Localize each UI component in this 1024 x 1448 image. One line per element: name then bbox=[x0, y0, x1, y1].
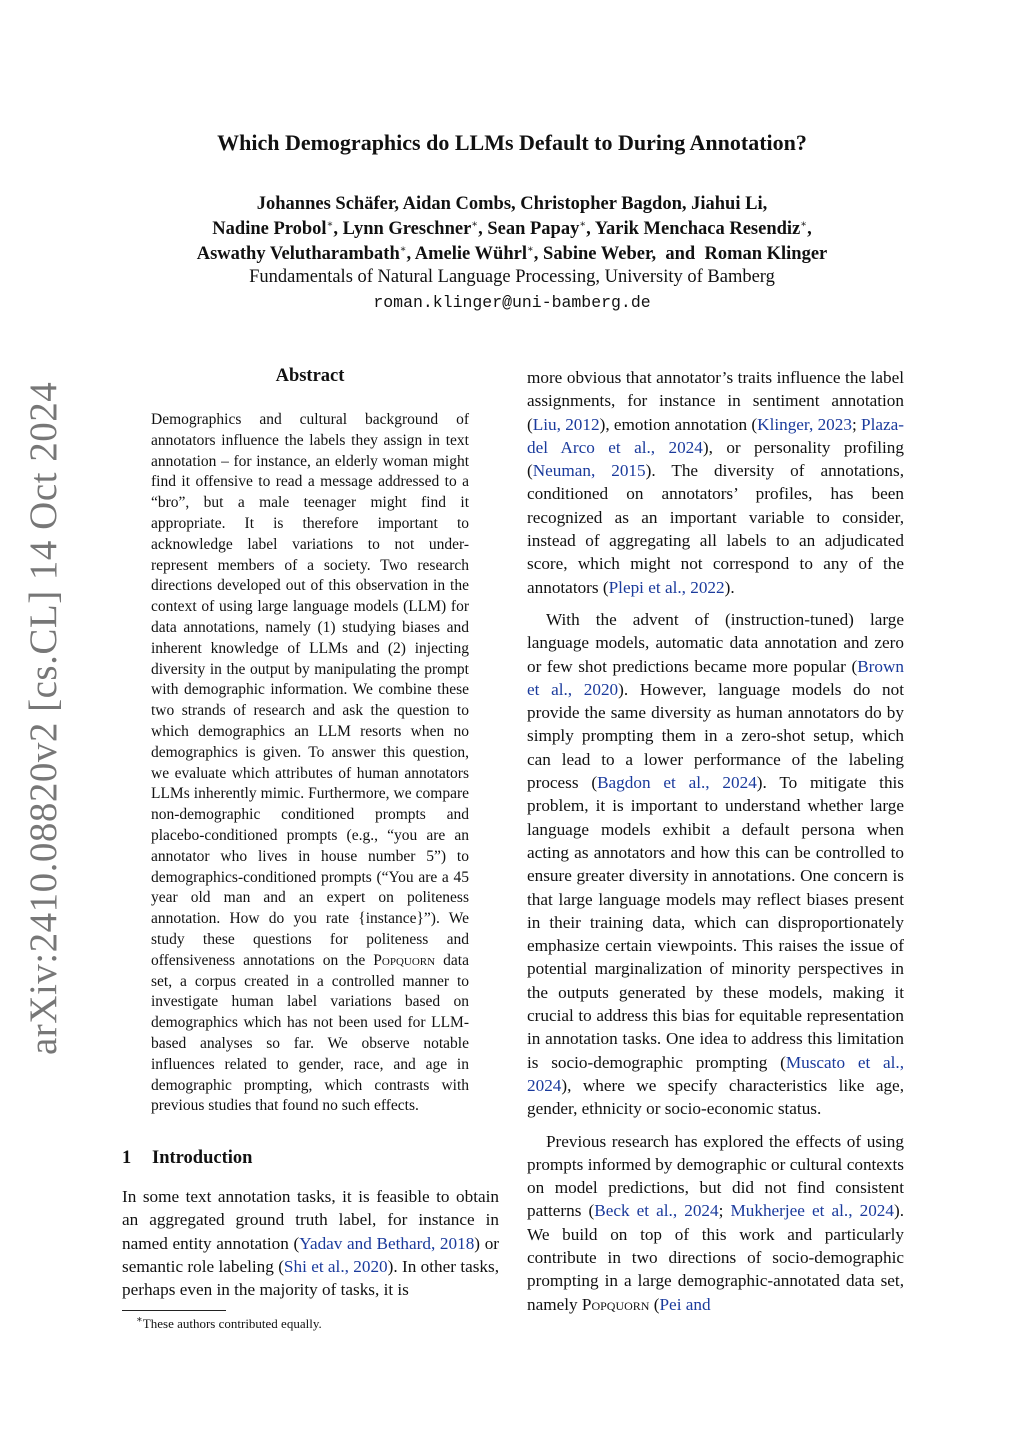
body-text: In some text annotation tasks, it is feasible to obtain an aggregated ground truth label, for instance in named entity annotation ( bbox=[122, 1187, 499, 1253]
footnote-text: These authors contributed equally. bbox=[142, 1316, 322, 1331]
author: Roman Klinger bbox=[704, 244, 828, 264]
abstract-body bbox=[151, 410, 469, 1117]
author: Sabine Weber bbox=[543, 244, 652, 264]
equal-contribution-mark: ∗ bbox=[471, 218, 479, 230]
author-conjunction: and bbox=[665, 244, 696, 264]
equal-contribution-mark: ∗ bbox=[526, 243, 534, 255]
citation-link[interactable]: Bagdon et al., 2024 bbox=[597, 773, 757, 793]
abstract-heading: Abstract bbox=[275, 366, 345, 386]
author: Johannes Schäfer bbox=[256, 194, 395, 214]
footnote-rule bbox=[122, 1310, 226, 1311]
body-text: more obvious that annotator’s traits influence the label assignments, for instance in sentiment annotation ( bbox=[527, 368, 904, 434]
citation-link[interactable]: Neuman, 2015 bbox=[532, 461, 646, 481]
abstract-text: Demographics and cultural background of annotators influence the labels they assign in text annotation – for instance, an elderly woman might find it offensive to read a message addressed to a “bro”, but a male teenager might find it appropriate. It is therefore important to acknowledge label variations to not under-represent members of a society. Two research directions developed out of this observation in the context of using large language models (LLM) for data annotations, namely (1) studying biases and inherent knowledge of LLMs and (2) injecting diversity in the output by manipulating the prompt with demographic information. We combine these two strands of research and ask the question to which demographics an LLM resorts when no demographics is given. To answer this question, we evaluate which attributes of human annotators LLMs inherently mimic. Furthermore, we compare non-demographic conditioned prompts and placebo-conditioned prompts (e.g., “you are an annotator who lives in house number 5”) to demographics-conditioned prompts (“You are a 45 year old man and an expert on politeness annotation. How do you rate {instance}”). We study these questions for politeness and offensiveness annotations on the bbox=[151, 411, 469, 969]
citation-link[interactable]: Beck et al., 2024 bbox=[594, 1201, 719, 1221]
paragraph bbox=[527, 608, 904, 1121]
dataset-name: Popquorn bbox=[373, 951, 436, 969]
footnote-mark: ∗ bbox=[136, 1314, 143, 1326]
citation-link[interactable]: Shi et al., 2020 bbox=[283, 1256, 388, 1276]
body-text: ), or personality profiling ( bbox=[527, 437, 904, 481]
author: Nadine Probol bbox=[212, 219, 327, 239]
section-title: Introduction bbox=[152, 1148, 253, 1168]
author: Aidan Combs bbox=[402, 194, 512, 214]
body-text: ), where we specify characteristics like age, gender, ethnicity or socio-economic status. bbox=[527, 1075, 904, 1119]
body-text: ). We build on top of this work and particularly contribute in two directions of socio-demographic prompting in a large demographic-annotated data set, namely bbox=[527, 1201, 905, 1314]
affiliation: Fundamentals of Natural Language Processing, University of Bamberg bbox=[249, 267, 775, 287]
dataset-name: Popquorn bbox=[581, 1294, 650, 1314]
section-number: 1 bbox=[122, 1148, 132, 1168]
author: Yarik Menchaca Resendiz bbox=[594, 219, 801, 239]
author: Jiahui Li bbox=[691, 194, 763, 214]
citation-link[interactable]: Plaza-del Arco et al., 2024 bbox=[527, 414, 904, 457]
body-text: ). To mitigate this problem, it is important to understand whether large language models exhibit a default persona when acting as annotators and how this can be controlled to ensure greater diversity in annotations. One concern is that large language models may reflect biases present in their training data, which can disproportionately emphasize certain viewpoints. This raises the issue of potential marginalization of minority perspectives in the outputs generated by these models, making it crucial to address this bias for equitable representation in annotation tasks. One idea to address this limitation is socio-demographic prompting ( bbox=[527, 773, 904, 1072]
body-text: ; bbox=[851, 414, 862, 434]
citation-link[interactable]: Mukherjee et al., 2024 bbox=[730, 1201, 894, 1221]
footnote bbox=[136, 1316, 496, 1332]
body-text: Previous research has explored the effects of using prompts informed by demographic or cultural contexts on model predictions, but did not find consistent patterns ( bbox=[527, 1131, 904, 1221]
body-text: ( bbox=[649, 1294, 660, 1314]
paper-title: Which Demographics do LLMs Default to During Annotation? bbox=[217, 130, 807, 155]
body-text: ) or semantic role labeling ( bbox=[122, 1233, 500, 1276]
equal-contribution-mark: ∗ bbox=[399, 243, 407, 255]
citation-link[interactable]: Brown et al., 2020 bbox=[527, 656, 904, 699]
body-text: ). In other tasks, perhaps even in the majority of tasks, it is bbox=[122, 1256, 499, 1300]
citation-link[interactable]: Plepi et al., 2022 bbox=[608, 577, 725, 597]
author: Lynn Greschner bbox=[342, 219, 472, 239]
citation-link[interactable]: Yadav and Bethard, 2018 bbox=[299, 1233, 475, 1253]
paragraph bbox=[527, 1130, 904, 1316]
citation-link[interactable]: Liu, 2012 bbox=[532, 414, 600, 434]
body-text: ). However, language models do not provide the same diversity as human annotators do by simply prompting them in a zero-shot setup, which can lead to a lower performance of the labeling process ( bbox=[527, 679, 904, 793]
right-column bbox=[527, 366, 904, 1316]
body-text: ). bbox=[724, 577, 735, 597]
section-heading bbox=[122, 1148, 502, 1169]
body-text: ; bbox=[718, 1201, 731, 1221]
author: Christopher Bagdon bbox=[520, 194, 682, 214]
intro-paragraph bbox=[122, 1185, 499, 1301]
body-text: With the advent of (instruction-tuned) large language models, automatic data annotation and zero or few shot predictions became more popular ( bbox=[527, 609, 904, 676]
citation-link[interactable]: Klinger, 2023 bbox=[757, 414, 852, 434]
equal-contribution-mark: ∗ bbox=[326, 218, 334, 230]
author: Amelie Wührl bbox=[414, 244, 527, 264]
abstract-text: data set, a corpus created in a controlled manner to investigate human label variations based on demographics which has not been used for LLM-based analyses so far. We observe notable influences related to gender, race, and age in demographic prompting, which contrasts with previous studies that found no such effects. bbox=[151, 951, 469, 1115]
author: Sean Papay bbox=[487, 219, 580, 239]
body-text: ). The diversity of annotations, conditioned on annotators’ profiles, has been recognized as an important variable to consider, instead of aggregating all labels to an adjudicated score, which might not correspond to any of the annotators ( bbox=[527, 461, 904, 597]
equal-contribution-mark: ∗ bbox=[800, 218, 808, 230]
author: Aswathy Velutharambath bbox=[196, 244, 400, 264]
author-list: Johannes Schäfer, Aidan Combs, Christopher Bagdon, Jiahui Li, Nadine Probol∗, Lynn Greschner∗, Sean Papay∗, Yarik Menchaca Resendiz∗, Aswathy Velutharambath∗, Amelie Wührl∗, Sabine Weber, and Roman Klinger bbox=[196, 194, 828, 264]
arxiv-stamp: arXiv:2410.08820v2 [cs.CL] 14 Oct 2024 bbox=[22, 381, 65, 1055]
email: roman.klinger@uni-bamberg.de bbox=[373, 293, 651, 312]
affiliation-block bbox=[0, 265, 1024, 315]
citation-link[interactable]: Muscato et al., 2024 bbox=[527, 1052, 905, 1095]
equal-contribution-mark: ∗ bbox=[579, 218, 587, 230]
citation-link[interactable]: Pei and bbox=[659, 1294, 711, 1314]
body-text: ), emotion annotation ( bbox=[599, 414, 758, 434]
paragraph bbox=[527, 366, 904, 599]
